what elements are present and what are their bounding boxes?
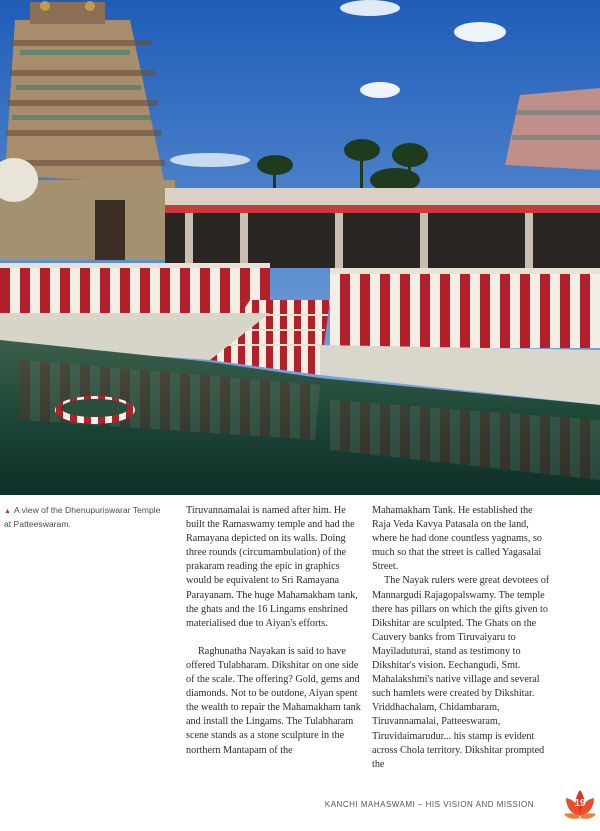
- text-column-1: [186, 504, 364, 758]
- caption-triangle-icon: ▲: [4, 508, 11, 515]
- caption-text: A view of the Dhenupuriswarar Temple at Patteeswaram.: [4, 505, 161, 529]
- paragraph: Raghunatha Nayakan is said to have offered Tulabharam. Dikshitar on one side of the scale. The offering? Gold, gems and diamonds. Not to be outdone, Aiyan spent the wealth to repair the Mahamakham tank and install the Lingams. The Tulabharam scene stands as a stone sculpture in the northern Mantapam of the: [186, 645, 361, 756]
- photo-caption: [4, 504, 164, 530]
- page-number-badge: [560, 786, 600, 826]
- page-number: 19: [574, 798, 586, 809]
- paragraph: Tiruvannamalai is named after him. He built the Ramaswamy temple and had the Ramayana depicted on its walls. Doing three rounds (circumambulation) of the prakaram reading the epic in graphics would be equivalent to Sri Ramayana Parayanam. The huge Mahamakham tank, the ghats and the 16 Lingams enshrined materialised due to Aiyan's efforts.: [186, 505, 358, 629]
- running-footer: KANCHI MAHASWAMI – HIS VISION AND MISSION: [324, 800, 534, 809]
- paragraph: Mahamakham Tank. He established the Raja Veda Kavya Patasala on the land, where he had done countless yagnams, so much so that the street is called Yagasalai Street.: [372, 505, 543, 573]
- text-column-2: [372, 504, 550, 772]
- paragraph: The Nayak rulers were great devotees of Mannargudi Rajagopalswamy. The temple there has pillars on which the gifts given to Dikshitar are sculpted. The Ghats on the Cauvery banks from Tiruvaiyaru to Mayiladuturai, stand as testimony to Dikshitar's vision. Eechangudi, Smt. Mahalakshmi's native village and several such hamlets were created by Dikshitar. Vriddhachalam, Chidambaram, Tiruvannamalai, Patteeswaram, Tiruvidaimarudur... his stamp is evident across Chola territory. Dikshitar prompted the: [372, 575, 550, 770]
